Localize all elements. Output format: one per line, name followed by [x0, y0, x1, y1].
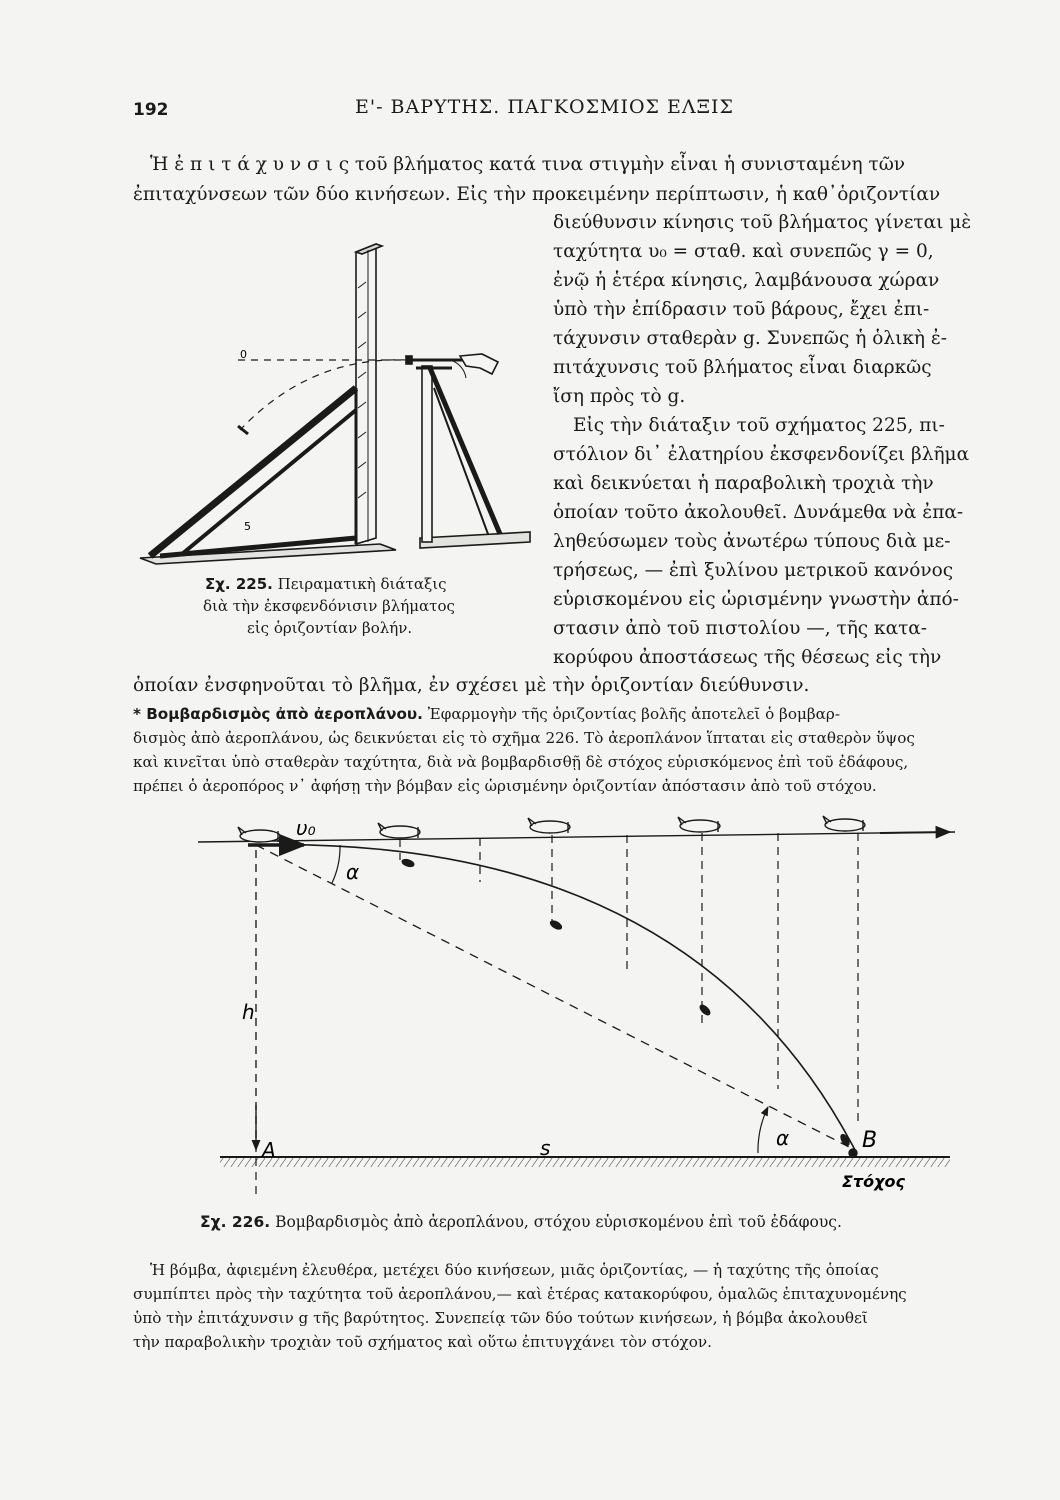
ruler-board: [356, 244, 376, 544]
figure-226: [190, 805, 970, 1200]
projectile-trajectory: [240, 360, 408, 430]
label-v0: υ₀: [296, 816, 316, 840]
bomb: [839, 1133, 850, 1146]
paragraph-line: τὴν παραβολικὴν τροχιὰν τοῦ σχήματος καὶ οὕτω ἐπιτυγχάνει τὸν στόχον.: [133, 1333, 712, 1351]
figure-225-label: Σχ. 225.: [205, 575, 273, 593]
figure-225-caption: Πειραματικὴ διάταξις: [277, 575, 447, 593]
paragraph-line: ἴση πρὸς τὸ g.: [553, 386, 686, 407]
running-title: Ε'- ΒΑΡΥΤΗΣ. ΠΑΓΚΟΣΜΙΟΣ ΕΛΞΙΣ: [355, 96, 734, 118]
airplane: [378, 823, 420, 838]
angle-arc-bottom: [758, 1107, 768, 1153]
paragraph-line: Ἡ ἐ π ι τ ά χ υ ν σ ι ς τοῦ βλήματος κατά τινα στιγμὴν εἶναι ἡ συνισταμένη τῶν: [150, 154, 906, 175]
label-alpha-top: α: [346, 860, 360, 884]
paragraph-line: ἐνῷ ἡ ἑτέρα κίνησις, λαμβάνουσα χώραν: [553, 270, 940, 291]
figure-225-caption-line2: διὰ τὴν ἐκσφενδόνισιν βλήματος: [203, 597, 455, 615]
airplane: [238, 827, 280, 842]
paragraph-line: ἐπιταχύνσεων τῶν δύο κινήσεων. Εἰς τὴν προκειμένην περίπτωσιν, ἡ καθ᾽ὁριζοντίαν: [133, 184, 941, 205]
figure-225-caption-line1: [205, 574, 447, 595]
paragraph-line: ὁποίαν ἐνσφηνοῦται τὸ βλῆμα, ἐν σχέσει μὲ τὴν ὁριζοντίαν διεύθυνσιν.: [133, 675, 810, 696]
bomb: [549, 919, 562, 930]
airplane: [528, 818, 570, 833]
figure-225-caption-line3: εἰς ὁριζοντίαν βολήν.: [247, 619, 413, 637]
page-number: 192: [133, 100, 169, 120]
airplane: [678, 817, 720, 832]
angle-arc-top: [332, 845, 340, 883]
figure-226-caption: [200, 1212, 842, 1233]
right-base: [420, 532, 530, 548]
label-A: A: [262, 1138, 276, 1162]
paragraph-line: τρήσεως, — ἐπὶ ξυλίνου μετρικοῦ κανόνος: [553, 560, 954, 581]
ground-hatching: [220, 1157, 950, 1167]
label-alpha-bottom: α: [776, 1126, 790, 1150]
paragraph-line: δισμὸς ἀπὸ ἀεροπλάνου, ὡς δεικνύεται εἰς τὸ σχῆμα 226. Τὸ ἀεροπλάνον ἵπταται εἰς σταθερὸν ὕψος: [133, 729, 915, 747]
paragraph-line: ὑπὸ τὴν ἐπίδρασιν τοῦ βάρους, ἔχει ἐπι-: [553, 299, 930, 320]
paragraph-line: Εἰς τὴν διάταξιν τοῦ σχήματος 225, πι-: [573, 415, 945, 436]
right-column-text: [553, 208, 971, 672]
bomb: [699, 1004, 712, 1017]
paragraph-line: πρέπει ὁ ἀεροπόρος ν᾽ ἀφήσῃ τὴν βόμβαν εἰς ὡρισμένην ὁριζοντίαν ἀπόστασιν ἀπὸ τοῦ στόχου.: [133, 777, 877, 795]
paragraph-line: κορύφου ἀποστάσεως τῆς θέσεως εἰς τὴν: [553, 647, 942, 668]
paragraph-line: εὑρισκομένου εἰς ὡρισμένην γνωστὴν ἀπό-: [553, 589, 959, 610]
figure-226-label: Σχ. 226.: [200, 1213, 271, 1231]
label-B: B: [862, 1128, 878, 1153]
paragraph-line: Ἡ βόμβα, ἀφιεμένη ἐλευθέρα, μετέχει δύο κινήσεων, μιᾶς ὁριζοντίας, — ἡ ταχύτης τῆς ὁποίας: [150, 1261, 879, 1279]
ruler-zero-label: 0: [240, 348, 247, 361]
paragraph-line: τάχυνσιν σταθερὰν g. Συνεπῶς ἡ ὁλικὴ ἐ-: [553, 328, 948, 349]
paragraph-line: ὁποίαν τοῦτο ἀκολουθεῖ. Δυνάμεθα νὰ ἐπα-: [553, 502, 964, 523]
right-post: [422, 366, 432, 542]
figure-226-caption-text: Βομβαρδισμὸς ἀπὸ ἀεροπλάνου, στόχου εὑρισκομένου ἐπὶ τοῦ ἐδάφους.: [275, 1213, 842, 1231]
paragraph-line: στόλιον δι᾽ ἐλατηρίου ἐκσφενδονίζει βλῆμα: [553, 444, 970, 465]
pistol-grip: [460, 354, 498, 374]
target-point: [849, 1149, 857, 1157]
line-of-sight: [256, 845, 855, 1150]
label-s: s: [540, 1136, 551, 1160]
paragraph-line: συμπίπτει πρὸς τὴν ταχύτητα τοῦ ἀεροπλάνου,— καὶ ἑτέρας κατακορύφου, ὁμαλῶς ἐπιταχυνομένης: [133, 1285, 907, 1303]
paragraph-line: διεύθυνσιν κίνησις τοῦ βλήματος γίνεται μὲ: [553, 212, 972, 233]
paragraph-line: Ἐφαρμογὴν τῆς ὁριζοντίας βολῆς ἀποτελεῖ ὁ βομβαρ-: [427, 705, 840, 723]
paragraph-line: ταχύτητα υ₀ = σταθ. καὶ συνεπῶς γ = 0,: [553, 241, 934, 262]
figure-225: [130, 238, 540, 570]
label-h: h: [242, 1000, 255, 1024]
section-heading: * Βομβαρδισμὸς ἀπὸ ἀεροπλάνου.: [133, 705, 423, 723]
airplane: [823, 816, 865, 831]
ruler-mark-label: 5: [244, 520, 251, 533]
paragraph-line: ληθεύσωμεν τοὺς ἀνωτέρω τύπους διὰ με-: [553, 531, 951, 552]
label-target: Στόχος: [842, 1172, 905, 1191]
section-2-first-line: [133, 702, 840, 726]
paragraph-line: στασιν ἀπὸ τοῦ πιστολίου —, τῆς κατα-: [553, 618, 928, 639]
paragraph-line: ὑπὸ τὴν ἐπιτάχυνσιν g τῆς βαρύτητος. Συνεπείᾳ τῶν δύο τούτων κινήσεων, ἡ βόμβα ἀκολουθεῖ: [133, 1309, 868, 1327]
paragraph-line: πιτάχυνσις τοῦ βλήματος εἶναι διαρκῶς: [553, 357, 932, 378]
paragraph-line: καὶ δεικνύεται ἡ παραβολικὴ τροχιὰ τὴν: [553, 473, 934, 494]
bomb: [401, 858, 414, 867]
paragraph-line: καὶ κινεῖται ὑπὸ σταθερὰν ταχύτητα, διὰ νὰ βομβαρδισθῇ δὲ στόχος εὑρισκόμενος ἐπὶ τοῦ ἐδάφους,: [133, 753, 909, 771]
